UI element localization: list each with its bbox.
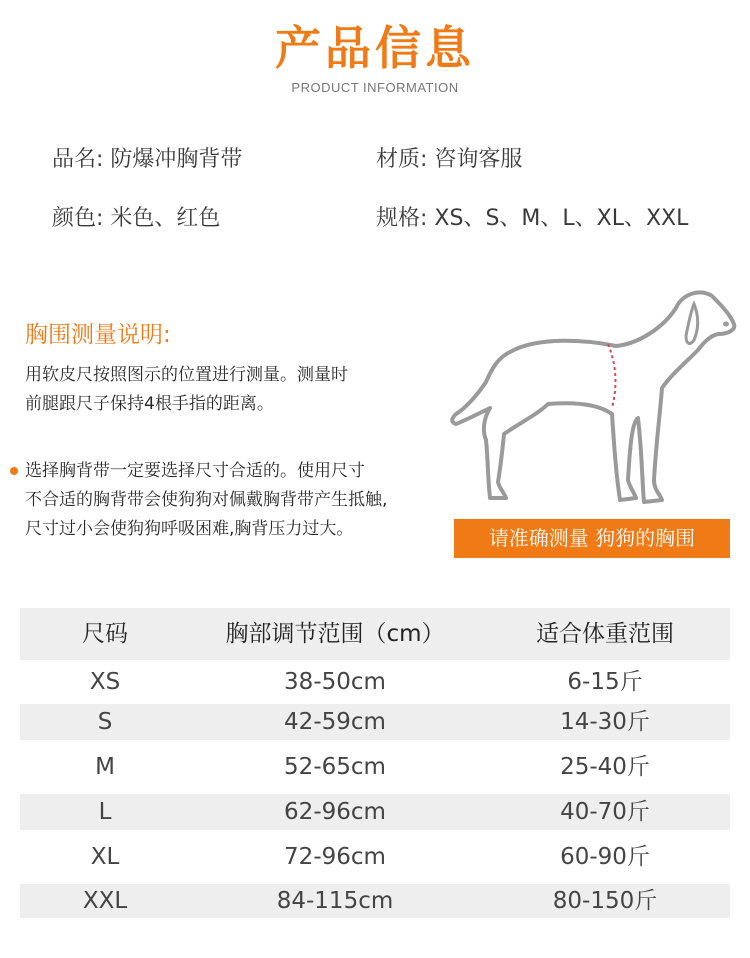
chest-cell: 38-50cm <box>284 669 386 695</box>
info-spec-label: 规格: <box>376 206 428 231</box>
info-material-label: 材质: <box>376 147 428 172</box>
table-row <box>20 884 730 918</box>
page-subtitle: PRODUCT INFORMATION <box>291 80 459 95</box>
weight-cell: 6-15斤 <box>567 669 643 695</box>
size-cell: M <box>95 754 115 780</box>
info-name-label: 品名: <box>52 147 104 172</box>
chest-cell: 52-65cm <box>284 754 386 780</box>
weight-cell: 40-70斤 <box>560 799 650 825</box>
page-title: 产品信息 <box>275 21 475 75</box>
size-cell: XXL <box>82 888 128 914</box>
size-cell: L <box>98 799 112 825</box>
weight-cell: 80-150斤 <box>552 888 658 914</box>
table-row <box>20 794 730 830</box>
table-header-size: 尺码 <box>82 621 128 647</box>
chest-cell: 62-96cm <box>284 799 386 825</box>
tip-line: 选择胸背带一定要选择尺寸合适的。使用尺寸 <box>25 461 365 481</box>
info-color-value: 米色、红色 <box>110 206 221 231</box>
info-color <box>52 201 220 232</box>
weight-cell: 60-90斤 <box>560 844 650 870</box>
weight-cell: 14-30斤 <box>560 709 650 735</box>
measure-badge: 请准确测量 狗狗的胸围 <box>454 519 730 558</box>
dog-outline-icon <box>448 284 738 512</box>
table-row <box>20 704 730 740</box>
size-cell: XL <box>90 844 120 870</box>
table-header-chest: 胸部调节范围（cm） <box>225 621 445 647</box>
info-material <box>376 142 522 173</box>
table-row <box>20 830 730 884</box>
info-name <box>52 142 242 173</box>
info-color-label: 颜色: <box>52 206 104 231</box>
measure-title: 胸围测量说明: <box>25 322 171 348</box>
instruction-line: 用软皮尺按照图示的位置进行测量。测量时 <box>25 365 348 385</box>
tip-line: 尺寸过小会使狗狗呼吸困难,胸背压力过大。 <box>25 519 354 539</box>
chest-cell: 84-115cm <box>276 888 394 914</box>
info-spec-value: XS、S、M、L、XL、XXL <box>434 206 689 231</box>
size-cell: S <box>97 709 113 735</box>
size-cell: XS <box>89 669 121 695</box>
bullet-dot-icon <box>10 467 18 475</box>
info-spec <box>376 201 688 232</box>
weight-cell: 25-40斤 <box>560 754 650 780</box>
table-header-row <box>20 608 730 660</box>
info-name-value: 防爆冲胸背带 <box>110 147 243 172</box>
measure-tip <box>25 457 445 544</box>
chest-cell: 42-59cm <box>284 709 386 735</box>
instruction-line: 前腿跟尺子保持4根手指的距离。 <box>25 394 274 414</box>
table-row <box>20 740 730 794</box>
tip-line: 不合适的胸背带会使狗狗对佩戴胸背带产生抵触, <box>25 490 388 510</box>
measure-instructions <box>25 361 445 419</box>
table-row <box>20 660 730 704</box>
table-header-weight: 适合体重范围 <box>536 621 674 647</box>
chest-cell: 72-96cm <box>284 844 386 870</box>
info-material-value: 咨询客服 <box>434 147 523 172</box>
